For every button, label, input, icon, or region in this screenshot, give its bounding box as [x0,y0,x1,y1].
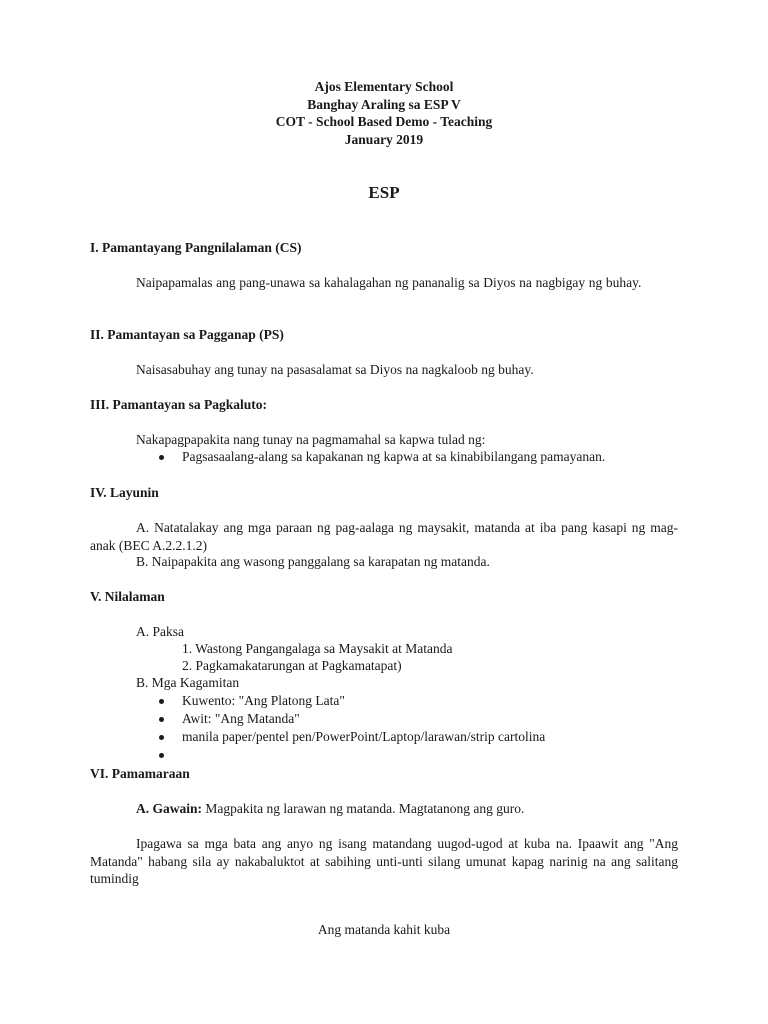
kagamitan-item-2: Awit: "Ang Matanda" [182,711,300,726]
section-ps-heading: II. Pamantayan sa Pagganap (PS) [90,327,284,342]
section-pagkaluto-heading: III. Pamantayan sa Pagkaluto: [90,397,268,412]
bullet-icon [159,455,164,460]
subject-title: ESP [368,183,400,202]
section-cs-text: Naipapamalas ang pang-unawa sa kahalagahan ng pananalig sa Diyos na nagbigay ng buhay. [136,275,642,290]
section-layunin-heading: IV. Layunin [90,485,159,500]
pamamaraan-instruction: Ipagawa sa mga bata ang anyo ng isang matandang uugod-ugod at kuba na. Ipaawit ang "Ang Matanda" habang sila ay nakabaluktot at sabihing unti-unti silang umunat kapag narinig na ang salitang tumindig [90,836,678,886]
gawain-line [136,800,524,818]
bullet-icon [159,735,164,740]
paksa-item-1: 1. Wastong Pangangalaga sa Maysakit at Matanda [182,641,453,656]
bullet-icon [159,753,164,758]
section-nilalaman-heading: V. Nilalaman [90,589,165,604]
paksa-label: A. Paksa [136,624,184,639]
section-cs-heading: I. Pamantayang Pangnilalaman (CS) [90,240,302,255]
bullet-icon [159,717,164,722]
lesson-plan-title: Banghay Araling sa ESP V [307,96,461,112]
school-name: Ajos Elementary School [314,79,454,94]
section-ps-text: Naisasabuhay ang tunay na pasasalamat sa Diyos na nagkaloob ng buhay. [136,362,534,377]
section-pamamaraan-heading: VI. Pamamaraan [90,766,190,781]
section-pagkaluto-intro: Nakapagpapakita nang tunay na pagmamahal sa kapwa tulad ng: [136,432,486,447]
paksa-item-2: 2. Pagkamakatarungan at Pagkamatapat) [182,658,402,673]
gawain-label: A. Gawain: [136,801,203,816]
layunin-item-b: B. Naipapakita ang wasong panggalang sa karapatan ng matanda. [136,554,490,569]
event-title: COT - School Based Demo - Teaching [275,114,493,129]
kagamitan-label: B. Mga Kagamitan [136,675,240,690]
song-line: Ang matanda kahit kuba [317,922,451,937]
document-date: January 2019 [344,131,424,147]
section-pagkaluto-bullet: Pagsasaalang-alang sa kapakanan ng kapwa at sa kinabibilangang pamayanan. [182,449,606,464]
gawain-text: Magpakita ng larawan ng matanda. Magtatanong ang guro. [205,801,525,816]
kagamitan-item-1: Kuwento: "Ang Platong Lata" [182,693,345,708]
layunin-item-a: A. Natatalakay ang mga paraan ng pag-aalaga ng maysakit, matanda at iba pang kasapi ng mag-anak (BEC A.2.2.1.2) [90,520,678,553]
kagamitan-item-3: manila paper/pentel pen/PowerPoint/Laptop/larawan/strip cartolina [182,729,546,744]
document-header [0,78,768,148]
bullet-icon [159,699,164,704]
